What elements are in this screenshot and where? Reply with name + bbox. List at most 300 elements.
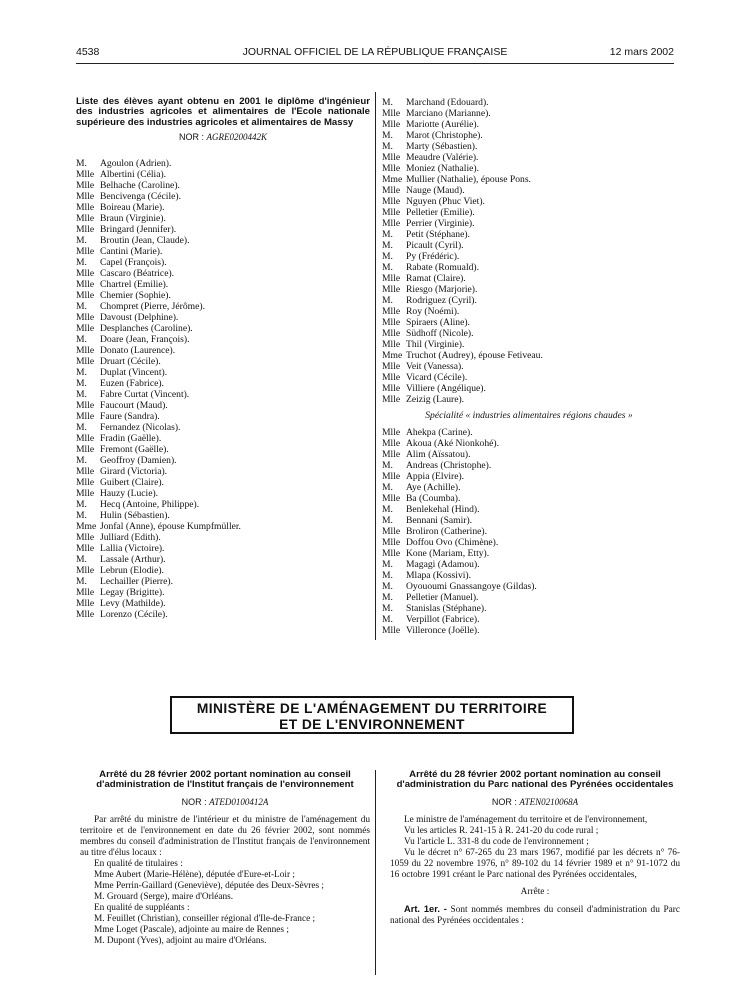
civility: M. <box>76 499 87 511</box>
name-entry <box>382 262 676 273</box>
civility: M. <box>382 97 393 108</box>
nor-reference <box>80 797 370 809</box>
name-entry <box>382 163 676 174</box>
name-entry <box>382 273 676 284</box>
graduate-list-right <box>382 97 676 405</box>
person-name: Petit (Stéphane). <box>406 229 470 240</box>
person-name: Hauzy (Lucie). <box>100 488 159 500</box>
name-entry <box>76 169 370 180</box>
page-number: 4538 <box>76 46 100 58</box>
person-name: Chartrel (Emilie). <box>100 279 169 291</box>
paragraph: Par arrêté du ministre de l'intérieur et du ministre de l'aménagement du territoire et de l'environnement en date du 26 février 2002, sont nommés membres du conseil d'administration de l'Institut français de l'environnement au titre d'élus locaux : <box>80 814 370 858</box>
name-entry <box>76 389 370 400</box>
civility: Mlle <box>382 372 401 383</box>
paragraph: Vu les articles R. 241-15 à R. 241-20 du code rural ; <box>404 825 599 836</box>
civility: M. <box>76 554 87 566</box>
civility: M. <box>382 581 393 592</box>
civility: Mme <box>382 174 403 185</box>
person-name: Bennani (Samir). <box>406 515 473 526</box>
person-name: Hulin (Sébastien). <box>100 510 170 522</box>
civility: Mlle <box>76 224 95 236</box>
civility: Mlle <box>76 444 95 456</box>
civility: M. <box>76 257 87 269</box>
name-entry <box>76 598 370 609</box>
civility: M. <box>76 158 87 170</box>
person-name: Fernandez (Nicolas). <box>100 422 181 434</box>
paragraph: Mme Loget (Pascale), adjointe au maire de Rennes ; <box>94 924 289 935</box>
name-entry <box>76 301 370 312</box>
arrete-body <box>80 815 370 947</box>
name-entry <box>382 515 676 526</box>
nor-label: NOR : <box>181 796 210 807</box>
name-entry <box>382 548 676 559</box>
name-entry <box>382 526 676 537</box>
ministry-line-1: MINISTÈRE DE L'AMÉNAGEMENT DU TERRITOIRE <box>196 701 548 716</box>
article-1 <box>390 904 680 927</box>
name-entry <box>76 554 370 565</box>
civility: Mlle <box>382 339 401 350</box>
name-entry <box>382 141 676 152</box>
person-name: Davoust (Delphine). <box>100 312 179 324</box>
civility: Mlle <box>382 152 401 163</box>
name-entry <box>76 367 370 378</box>
top-article-left-column <box>76 97 370 620</box>
civility: Mme <box>382 350 403 361</box>
civility: M. <box>76 367 87 379</box>
civility: Mlle <box>76 169 95 181</box>
civility: Mlle <box>76 312 95 324</box>
civility: Mlle <box>382 119 401 130</box>
name-entry <box>382 130 676 141</box>
name-entry <box>76 268 370 279</box>
journal-title: JOURNAL OFFICIEL DE LA RÉPUBLIQUE FRANÇAISE <box>242 46 508 58</box>
civility: M. <box>382 515 393 526</box>
paragraph: M. Grouard (Serge), maire d'Orléans. <box>94 891 234 902</box>
paragraph: Vu l'article L. 331-8 du code de l'environnement ; <box>404 836 589 847</box>
name-entry <box>382 174 676 185</box>
name-entry <box>76 565 370 576</box>
civility: Mlle <box>382 526 401 537</box>
name-entry <box>382 383 676 394</box>
name-entry <box>382 559 676 570</box>
civility: Mlle <box>76 488 95 500</box>
header-rule <box>76 63 674 64</box>
person-name: Riesgo (Marjorie). <box>406 284 478 295</box>
civility: M. <box>382 570 393 581</box>
civility: M. <box>382 559 393 570</box>
person-name: Ahekpa (Carine). <box>406 427 473 438</box>
civility: Mlle <box>382 306 401 317</box>
person-name: Rabate (Romuald). <box>406 262 479 273</box>
civility: Mlle <box>382 185 401 196</box>
civility: Mlle <box>76 466 95 478</box>
paragraph: En qualité de suppléants : <box>94 902 190 913</box>
person-name: Roy (Noémi). <box>406 306 460 317</box>
running-head <box>76 46 674 62</box>
civility: M. <box>382 229 393 240</box>
person-name: Moniez (Nathalie). <box>406 163 479 174</box>
name-entry <box>382 603 676 614</box>
civility: Mlle <box>76 598 95 610</box>
person-name: Zeizig (Laure). <box>406 394 465 405</box>
civility: Mlle <box>76 356 95 368</box>
person-name: Mullier (Nathalie), épouse Pons. <box>406 174 531 185</box>
name-entry <box>76 411 370 422</box>
civility: Mlle <box>382 328 401 339</box>
civility: Mlle <box>382 284 401 295</box>
name-entry <box>76 543 370 554</box>
person-name: Druart (Cécile). <box>100 356 161 368</box>
person-name: Nguyen (Phuc Viet). <box>406 196 485 207</box>
person-name: Veit (Vanessa). <box>406 361 464 372</box>
nor-code: ATED0100412A <box>209 796 269 807</box>
civility: M. <box>76 389 87 401</box>
name-entry <box>76 433 370 444</box>
person-name: Donato (Laurence). <box>100 345 176 357</box>
person-name: Mariotte (Aurélie). <box>406 119 479 130</box>
civility: Mlle <box>382 394 401 405</box>
name-entry <box>76 191 370 202</box>
civility: Mlle <box>76 268 95 280</box>
person-name: Lechailler (Pierre). <box>100 576 173 588</box>
paragraph: M. Feuillet (Christian), conseiller régional d'Ile-de-France ; <box>94 913 316 924</box>
name-entry <box>76 455 370 466</box>
name-entry <box>382 460 676 471</box>
name-entry <box>76 180 370 191</box>
name-entry <box>76 356 370 367</box>
civility: M. <box>382 295 393 306</box>
person-name: Broliron (Catherine). <box>406 526 487 537</box>
person-name: Doffou Ovo (Chimène). <box>406 537 499 548</box>
name-entry <box>382 581 676 592</box>
person-name: Villiere (Angélique). <box>406 383 486 394</box>
civility: Mlle <box>382 471 401 482</box>
name-entry <box>382 229 676 240</box>
civility: Mlle <box>76 279 95 291</box>
person-name: Chompret (Pierre, Jérôme). <box>100 301 205 313</box>
civility: Mlle <box>76 290 95 302</box>
civility: Mlle <box>76 543 95 555</box>
person-name: Fradin (Gaëlle). <box>100 433 162 445</box>
civility: M. <box>76 235 87 247</box>
person-name: Truchot (Audrey), épouse Fetiveau. <box>406 350 543 361</box>
name-entry <box>76 587 370 598</box>
civility: Mlle <box>76 213 95 225</box>
civility: Mlle <box>382 163 401 174</box>
name-entry <box>76 477 370 488</box>
top-article-right-column <box>382 97 676 636</box>
paragraph: Mme Aubert (Marie-Hélène), députée d'Eure-et-Loir ; <box>94 869 295 880</box>
civility: M. <box>382 504 393 515</box>
person-name: Braun (Virginie). <box>100 213 166 225</box>
name-entry <box>76 246 370 257</box>
name-entry <box>76 521 370 532</box>
civility: Mlle <box>382 493 401 504</box>
arrete-word: Arrête : <box>520 886 550 897</box>
civility: Mlle <box>382 438 401 449</box>
civility: Mme <box>76 521 97 533</box>
person-name: Lebrun (Elodie). <box>100 565 164 577</box>
name-entry <box>382 284 676 295</box>
name-entry <box>382 438 676 449</box>
civility: Mlle <box>76 246 95 258</box>
civility: Mlle <box>76 180 95 192</box>
name-entry <box>382 625 676 636</box>
person-name: Julliard (Edith). <box>100 532 161 544</box>
name-entry <box>76 444 370 455</box>
civility: Mlle <box>382 449 401 460</box>
person-name: Broutin (Jean, Claude). <box>100 235 190 247</box>
name-entry <box>382 471 676 482</box>
ministry-heading <box>170 696 574 734</box>
civility: M. <box>76 455 87 467</box>
civility: Mlle <box>382 361 401 372</box>
civility: Mlle <box>382 548 401 559</box>
name-entry <box>76 466 370 477</box>
name-entry <box>76 290 370 301</box>
name-entry <box>382 482 676 493</box>
person-name: Stanislas (Stéphane). <box>406 603 487 614</box>
name-entry <box>76 202 370 213</box>
civility: M. <box>76 301 87 313</box>
person-name: Marciano (Marianne). <box>406 108 491 119</box>
civility: M. <box>382 130 393 141</box>
person-name: Thil (Virginie). <box>406 339 465 350</box>
person-name: Alim (Aïssatou). <box>406 449 471 460</box>
name-entry <box>76 213 370 224</box>
name-entry <box>76 334 370 345</box>
person-name: Ramat (Claire). <box>406 273 466 284</box>
person-name: Capel (François). <box>100 257 167 269</box>
name-entry <box>76 609 370 620</box>
person-name: Desplanches (Caroline). <box>100 323 193 335</box>
name-entry <box>382 185 676 196</box>
name-entry <box>382 570 676 581</box>
name-entry <box>382 614 676 625</box>
person-name: Rodriguez (Cyril). <box>406 295 477 306</box>
civility: M. <box>382 262 393 273</box>
name-entry <box>382 240 676 251</box>
person-name: Picault (Cyril). <box>406 240 464 251</box>
name-entry <box>382 97 676 108</box>
civility: Mlle <box>76 345 95 357</box>
name-entry <box>76 488 370 499</box>
person-name: Bencivenga (Cécile). <box>100 191 181 203</box>
paragraph: Vu le décret n° 67-265 du 23 mars 1967, modifié par les décrets n° 76-1059 du 22 novembre 1976, n° 89-102 du 14 février 1989 et n° 91-1072 du 16 octobre 1991 créant le Parc national des Pyrénées occidentales, <box>390 847 680 880</box>
civility: M. <box>76 334 87 346</box>
name-entry <box>382 251 676 262</box>
civility: Mlle <box>76 411 95 423</box>
civility: Mlle <box>76 532 95 544</box>
name-entry <box>76 576 370 587</box>
name-entry <box>382 361 676 372</box>
name-entry <box>76 510 370 521</box>
person-name: Py (Frédéric). <box>406 251 460 262</box>
civility: Mlle <box>382 196 401 207</box>
person-name: Benlekehal (Hind). <box>406 504 480 515</box>
article-text: Sont nommés membres du conseil d'administration du Parc national des Pyrénées occidentales : <box>390 904 680 926</box>
person-name: Guibert (Claire). <box>100 477 164 489</box>
name-entry <box>382 218 676 229</box>
civility: M. <box>382 603 393 614</box>
name-entry <box>382 306 676 317</box>
person-name: Oyououmi Gnassangoye (Gildas). <box>406 581 537 592</box>
civility: M. <box>76 422 87 434</box>
specialite-heading: Spécialité « industries alimentaires régions chaudes » <box>425 410 633 421</box>
arrete-title: Arrêté du 28 février 2002 portant nomination au conseil d'administration de l'Institut français de l'environnement <box>96 769 354 791</box>
name-entry <box>382 427 676 438</box>
person-name: Lallia (Victoire). <box>100 543 165 555</box>
person-name: Faucourt (Maud). <box>100 400 168 412</box>
arrete-parc-national <box>390 770 680 927</box>
civility: Mlle <box>382 108 401 119</box>
person-name: Pelletier (Manuel). <box>406 592 479 603</box>
person-name: Magagi (Adamou). <box>406 559 480 570</box>
civility: Mlle <box>382 427 401 438</box>
person-name: Cantini (Marie). <box>100 246 163 258</box>
person-name: Lorenzo (Cécile). <box>100 609 168 621</box>
nor-label: NOR : <box>178 132 207 143</box>
civility: Mlle <box>76 565 95 577</box>
nor-code: ATEN0210068A <box>519 796 579 807</box>
civility: M. <box>382 614 393 625</box>
person-name: Lassale (Arthur). <box>100 554 166 566</box>
name-entry <box>382 152 676 163</box>
name-entry <box>76 345 370 356</box>
person-name: Chemier (Sophie). <box>100 290 171 302</box>
civility: Mlle <box>76 323 95 335</box>
civility: M. <box>382 251 393 262</box>
person-name: Bringard (Jennifer). <box>100 224 177 236</box>
article-title: Liste des élèves ayant obtenu en 2001 le diplôme d'ingénieur des industries agricoles et alimentaires de l'Ecole nationale supérieure des industries agricoles et alimentaires de Massy <box>76 96 370 128</box>
civility: Mlle <box>382 273 401 284</box>
ministry-line-2: ET DE L'ENVIRONNEMENT <box>279 717 465 732</box>
person-name: Albertini (Célia). <box>100 169 167 181</box>
person-name: Vicard (Cécile). <box>406 372 468 383</box>
bottom-column-divider <box>375 770 376 975</box>
paragraph: Le ministre de l'aménagement du territoire et de l'environnement, <box>404 814 648 825</box>
name-entry <box>382 328 676 339</box>
civility: Mlle <box>382 537 401 548</box>
name-entry <box>382 372 676 383</box>
name-entry <box>76 279 370 290</box>
person-name: Nauge (Maud). <box>406 185 465 196</box>
arrete-title: Arrêté du 28 février 2002 portant nomination au conseil d'administration du Parc national des Pyrénées occidentales <box>396 769 674 791</box>
civility: Mlle <box>382 383 401 394</box>
person-name: Akoua (Aké Nionkohé). <box>406 438 499 449</box>
name-entry <box>382 394 676 405</box>
name-entry <box>382 119 676 130</box>
name-entry <box>382 504 676 515</box>
person-name: Pelletier (Emilie). <box>406 207 475 218</box>
civility: Mlle <box>382 317 401 328</box>
article-label: Art. 1er. - <box>404 903 447 914</box>
person-name: Fabre Curtat (Vincent). <box>100 389 190 401</box>
civility: Mlle <box>76 433 95 445</box>
person-name: Marot (Christophe). <box>406 130 483 141</box>
civility: Mlle <box>76 609 95 621</box>
person-name: Agoulon (Adrien). <box>100 158 172 170</box>
arrete-institut <box>80 770 370 947</box>
person-name: Appia (Elvire). <box>406 471 465 482</box>
person-name: Geoffroy (Damien). <box>100 455 177 467</box>
civility: Mlle <box>382 218 401 229</box>
name-entry <box>382 207 676 218</box>
name-entry <box>382 108 676 119</box>
person-name: Marty (Sébastien). <box>406 141 478 152</box>
name-entry <box>76 499 370 510</box>
paragraph: M. Dupont (Yves), adjoint au maire d'Orléans. <box>94 935 267 946</box>
name-entry <box>76 378 370 389</box>
nor-reference <box>390 797 680 809</box>
civility: M. <box>76 576 87 588</box>
name-entry <box>382 493 676 504</box>
person-name: Belhache (Caroline). <box>100 180 180 192</box>
civility: M. <box>76 510 87 522</box>
civility: Mlle <box>76 477 95 489</box>
nor-label: NOR : <box>491 796 520 807</box>
name-entry <box>382 196 676 207</box>
name-entry <box>76 312 370 323</box>
name-entry <box>382 295 676 306</box>
person-name: Verpillot (Fabrice). <box>406 614 480 625</box>
civility: Mlle <box>76 191 95 203</box>
name-entry <box>76 224 370 235</box>
name-entry <box>76 532 370 543</box>
person-name: Faure (Sandra). <box>100 411 160 423</box>
civility: Mlle <box>76 587 95 599</box>
graduate-list-left <box>76 158 370 620</box>
paragraph: Mme Perrin-Gaillard (Geneviève), députée des Deux-Sèvres ; <box>94 880 325 891</box>
person-name: Cascaro (Béatrice). <box>100 268 175 280</box>
person-name: Perrier (Virginie). <box>406 218 475 229</box>
person-name: Hecq (Antoine, Philippe). <box>100 499 200 511</box>
person-name: Legay (Brigitte). <box>100 587 165 599</box>
civility: M. <box>382 460 393 471</box>
person-name: Andreas (Christophe). <box>406 460 492 471</box>
civility: Mlle <box>382 625 401 636</box>
name-entry <box>76 323 370 334</box>
specialite-list <box>382 427 676 636</box>
civility: M. <box>382 592 393 603</box>
person-name: Girard (Victoria). <box>100 466 168 478</box>
arrete-body <box>390 815 680 927</box>
nor-reference <box>76 132 370 144</box>
person-name: Kone (Mariam, Etty). <box>406 548 490 559</box>
name-entry <box>382 449 676 460</box>
person-name: Levy (Mathilde). <box>100 598 166 610</box>
civility: M. <box>382 240 393 251</box>
name-entry <box>76 235 370 246</box>
name-entry <box>76 158 370 169</box>
issue-date: 12 mars 2002 <box>609 46 674 58</box>
civility: Mlle <box>76 400 95 412</box>
civility: Mlle <box>382 207 401 218</box>
name-entry <box>76 400 370 411</box>
person-name: Doare (Jean, François). <box>100 334 190 346</box>
person-name: Mlapa (Kossivi). <box>406 570 472 581</box>
civility: M. <box>382 141 393 152</box>
person-name: Villeronce (Joëlle). <box>406 625 480 636</box>
civility: Mlle <box>76 202 95 214</box>
nor-code: AGRE0200442K <box>206 132 267 143</box>
name-entry <box>382 350 676 361</box>
person-name: Meaudre (Valérie). <box>406 152 479 163</box>
person-name: Jonfal (Anne), épouse Kumpfmüller. <box>100 521 241 533</box>
person-name: Spiraers (Aline). <box>406 317 470 328</box>
civility: M. <box>382 482 393 493</box>
paragraph: En qualité de titulaires : <box>94 858 183 869</box>
